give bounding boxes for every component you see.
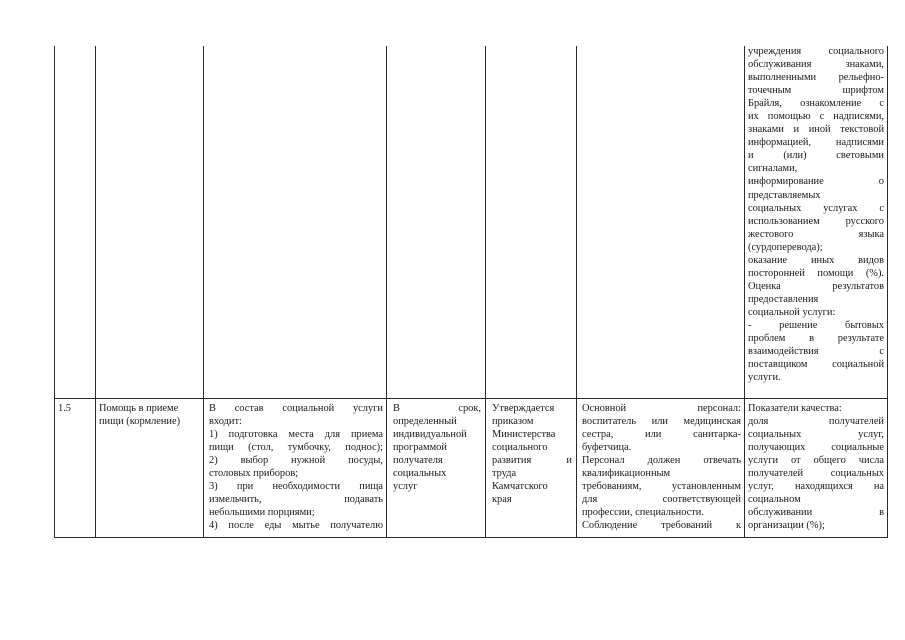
text-line: 2) выбор нужной посуды,	[209, 455, 383, 467]
text-line: учреждения социального	[748, 46, 884, 57]
service-quality-cell	[748, 402, 884, 532]
text-line: пищи (стол, тумбочку, поднос);	[209, 442, 383, 454]
text-line: поставщиком социальной	[748, 359, 884, 371]
service-tariff-cell	[492, 402, 572, 506]
text-line: информирование о	[748, 176, 884, 188]
text-line: воспитатель или медицинская	[582, 416, 741, 428]
text-line: края	[492, 494, 512, 506]
text-line: получателя	[393, 455, 443, 467]
text-line: социальной услуги:	[748, 306, 836, 318]
text-line: выполненными рельефно-	[748, 72, 884, 84]
text-line: социальных услугах с	[748, 202, 884, 214]
text-line: индивидуальной	[393, 429, 467, 441]
text-line: В состав социальной услуги	[209, 403, 383, 414]
text-line: получателей социальных	[748, 468, 884, 480]
text-line: определенный	[393, 416, 457, 428]
text-line: их помощью с надписями,	[748, 111, 884, 123]
text-line: буфетчица.	[582, 442, 632, 454]
text-line: жестового языка	[748, 228, 884, 240]
text-line: и (или) световыми	[748, 150, 884, 162]
text-line: получающих социальные	[748, 442, 884, 454]
text-line: В срок,	[393, 403, 481, 414]
text-line: услуг, находящихся на	[748, 481, 884, 493]
text-line: обслуживания знаками,	[748, 59, 884, 71]
text-line: развития и	[492, 455, 572, 467]
text-line: Оценка результатов	[748, 280, 884, 292]
text-line: обслуживании в	[748, 507, 884, 519]
text-line: для соответствующей	[582, 494, 741, 506]
text-line: Показатели качества:	[748, 403, 842, 414]
text-line: взаимодействия с	[748, 346, 884, 358]
text-line: 1) подготовка места для приема	[209, 429, 383, 441]
text-line: труда	[492, 468, 517, 480]
text-line: Помощь в приеме	[99, 403, 179, 414]
service-description-cell	[209, 402, 383, 532]
text-line: услуги.	[748, 372, 781, 384]
text-line: сигналами,	[748, 163, 798, 175]
prev-row-results-cell	[748, 45, 884, 384]
text-line: посторонней помощи (%).	[748, 267, 884, 279]
text-line: 4) после еды мытье получателю	[209, 520, 383, 532]
text-line: социальных услуг,	[748, 429, 884, 441]
text-line: Основной персонал:	[582, 403, 741, 414]
text-line: - решение бытовых	[748, 319, 884, 331]
text-line: использованием русского	[748, 215, 884, 227]
text-line: 3) при необходимости пища	[209, 481, 383, 493]
text-line: квалификационным	[582, 468, 671, 480]
text-line: знаками и иной текстовой	[748, 124, 884, 136]
text-line: профессии, специальности.	[582, 507, 704, 519]
text-line: пищи (кормление)	[99, 416, 181, 428]
text-line: точечным шрифтом	[748, 85, 884, 97]
text-line: (сурдоперевода);	[748, 241, 823, 253]
text-line: услуги от общего числа	[748, 455, 884, 467]
text-line: сестра, или санитарка-	[582, 429, 741, 441]
text-line: требованиям, установленным	[582, 481, 741, 493]
text-line: Министерства	[492, 429, 556, 441]
text-line: Утверждается	[492, 403, 555, 414]
service-name-cell	[99, 402, 201, 428]
text-line: программой	[393, 442, 447, 454]
text-line: услуг	[393, 481, 418, 493]
text-line: проблем в результате	[748, 333, 884, 345]
service-conditions-cell	[582, 402, 741, 532]
text-line: социального	[492, 442, 548, 454]
text-line: небольшими порциями;	[209, 507, 315, 519]
text-line: доля получателей	[748, 416, 884, 428]
text-line: социальных	[393, 468, 447, 480]
text-line: организации (%);	[748, 520, 825, 532]
text-line: Брайля, ознакомление с	[748, 98, 884, 110]
text-line: оказание иных видов	[748, 254, 884, 266]
text-line: приказом	[492, 416, 534, 428]
text-line: социальном	[748, 494, 801, 506]
service-term-cell	[393, 402, 481, 493]
text-line: Персонал должен отвечать	[582, 455, 741, 467]
row-number: 1.5	[58, 403, 71, 414]
text-line: входит:	[209, 416, 242, 428]
text-line: столовых приборов;	[209, 468, 299, 480]
text-line: предоставления	[748, 293, 819, 305]
text-line: Соблюдение требований к	[582, 520, 741, 532]
text-line: измельчить, подавать	[209, 494, 383, 506]
row-number-cell	[58, 402, 92, 415]
text-line: Камчатского	[492, 481, 548, 493]
text-line: информацией, надписями	[748, 137, 884, 149]
text-line: представляемых	[748, 189, 821, 201]
